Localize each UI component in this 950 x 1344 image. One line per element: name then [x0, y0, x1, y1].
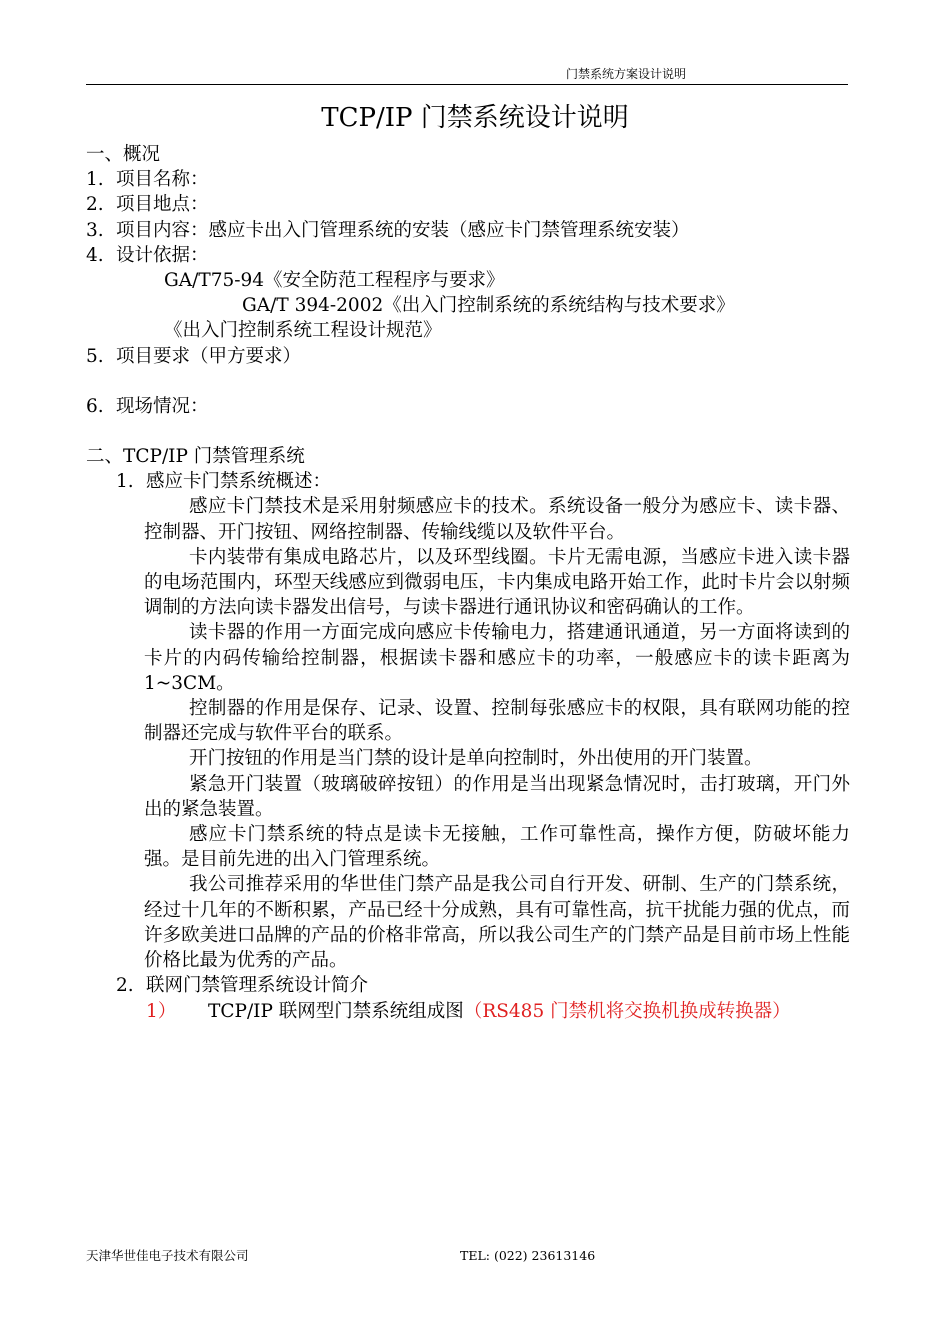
item-number: 2. [86, 194, 104, 216]
section1-heading: 一、概况 [86, 144, 161, 165]
body-paragraph: 紧急开门装置（玻璃破碎按钮）的作用是当出现紧急情况时，击打玻璃，开门外出的紧急装置。 [144, 773, 850, 820]
design-reference: GA/T75-94《安全防范工程程序与要求》 [164, 270, 505, 292]
item-number: 3. [86, 219, 104, 241]
item-number: 4. [86, 244, 104, 266]
spacer [86, 419, 850, 444]
item-text: 项目名称： [116, 169, 209, 191]
page-header: 门禁系统方案设计说明 [566, 67, 687, 81]
body-paragraph: 我公司推荐采用的华世佳门禁产品是我公司自行开发、研制、生产的门禁系统，经过十几年的不断积累，产品已经十分成熟，具有可靠性高，抗干扰能力强的优点，而许多欧美进口品牌的产品的价格非常高，所以我公司生产的门禁产品是目前市场上性能价格比最为优秀的产品。 [144, 874, 850, 972]
body-paragraph: 控制器的作用是保存、记录、设置、控制每张感应卡的权限，具有联网功能的控制器还完成与软件平台的联系。 [144, 698, 850, 745]
item-number: 5. [86, 345, 104, 367]
item-text: TCP/IP 联网型门禁系统组成图 [208, 1000, 464, 1022]
body-paragraph: 感应卡门禁技术是采用射频感应卡的技术。系统设备一般分为感应卡、读卡器、控制器、开门按钮、网络控制器、传输线缆以及软件平台。 [144, 496, 850, 543]
item-content [208, 999, 850, 1024]
item-text: 感应卡门禁系统概述： [146, 471, 332, 493]
overview-item [86, 394, 850, 419]
footer-company: 天津华世佳电子技术有限公司 [86, 1248, 249, 1263]
item-text: 联网门禁管理系统设计简介 [146, 975, 369, 997]
subsection-heading [86, 973, 850, 998]
header-divider [86, 84, 848, 85]
document-body [86, 142, 850, 1024]
item-text: 设计依据： [116, 244, 209, 266]
overview-item [86, 243, 850, 268]
overview-item [86, 344, 850, 369]
item-marker: 1） [146, 1000, 177, 1022]
item-number: 6. [86, 395, 104, 417]
subsection-heading [86, 469, 850, 494]
spacer [86, 369, 850, 394]
overview-item [86, 192, 850, 217]
design-reference: 《出入门控制系统工程设计规范》 [164, 320, 442, 342]
overview-item [86, 167, 850, 192]
body-paragraph: 读卡器的作用一方面完成向感应卡传输电力，搭建通讯通道，另一方面将读到的卡片的内码传输给控制器，根据读卡器和感应卡的功率，一般感应卡的读卡距离为 1~3CM。 [144, 622, 850, 694]
body-paragraph: 开门按钮的作用是当门禁的设计是单向控制时，外出使用的开门装置。 [189, 748, 763, 770]
document-title: TCP/IP 门禁系统设计说明 [321, 103, 629, 133]
footer-telephone: TEL: (022) 23613146 [460, 1248, 596, 1263]
item-text: 项目要求（甲方要求） [116, 345, 302, 367]
item-number: 1. [116, 471, 134, 493]
body-paragraph: 感应卡门禁系统的特点是读卡无接触，工作可靠性高，操作方便，防破坏能力强。是目前先进的出入门管理系统。 [144, 824, 850, 871]
design-reference: GA/T 394-2002《出入门控制系统的系统结构与技术要求》 [242, 295, 735, 317]
body-paragraph: 卡内装带有集成电路芯片，以及环型线圈。卡片无需电源，当感应卡进入读卡器的电场范围内，环型天线感应到微弱电压，卡内集成电路开始工作，此时卡片会以射频调制的方法向读卡器发出信号，与读卡器进行通讯协议和密码确认的工作。 [144, 546, 850, 619]
red-note: （RS485 门禁机将交换机换成转换器） [463, 1000, 791, 1022]
numbered-item [86, 999, 850, 1024]
item-text: 现场情况： [116, 395, 209, 417]
overview-item [86, 218, 850, 243]
section2-heading: 二、TCP/IP 门禁管理系统 [86, 446, 305, 468]
item-number: 2. [116, 975, 134, 997]
item-text: 项目内容：感应卡出入门管理系统的安装（感应卡门禁管理系统安装） [116, 219, 690, 241]
item-number: 1. [86, 169, 104, 191]
item-text: 项目地点： [116, 194, 209, 216]
